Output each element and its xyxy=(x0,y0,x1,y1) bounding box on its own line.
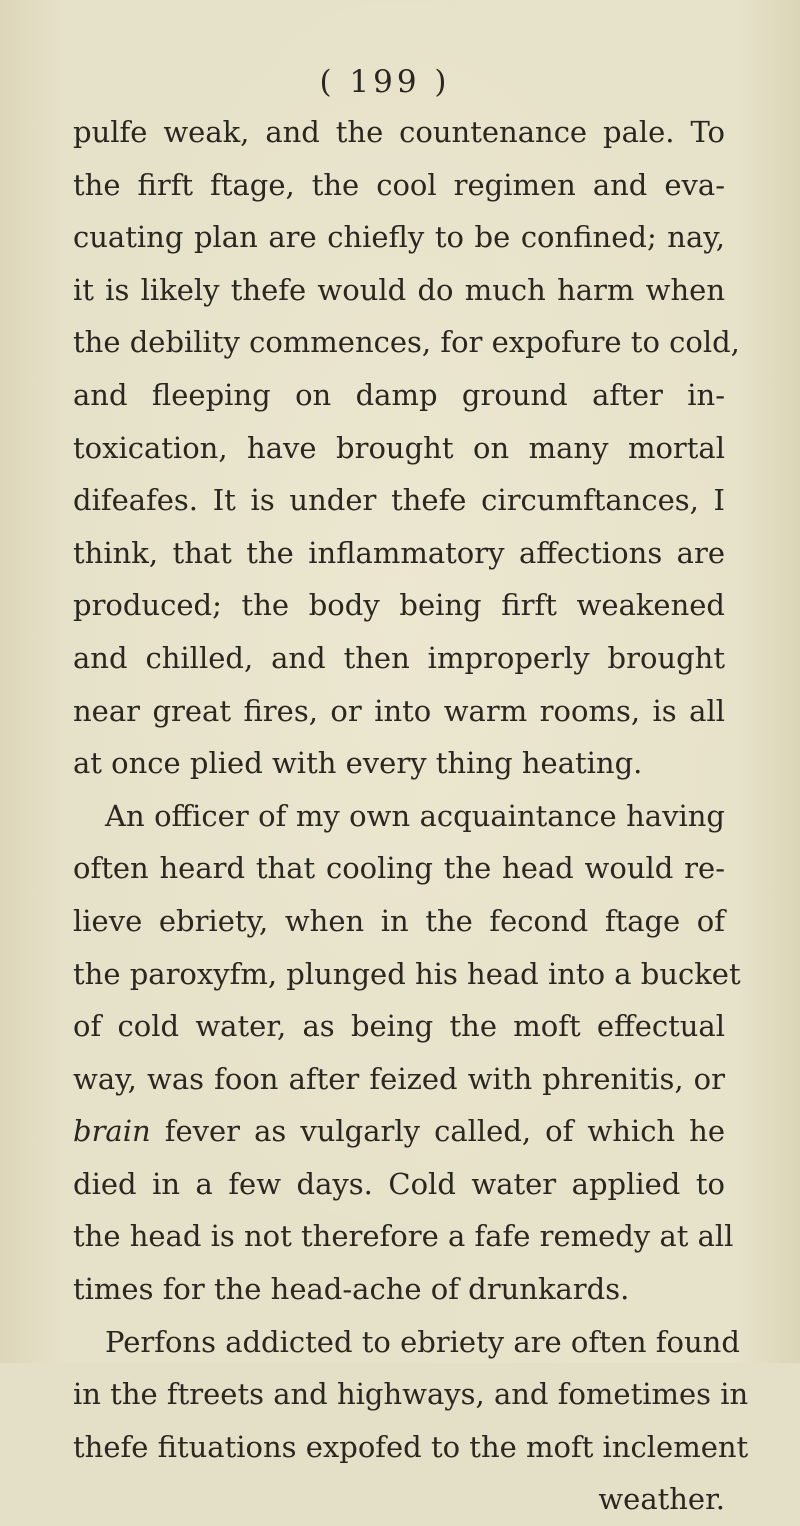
text-line: way, was foon after feized with phrenitis, or xyxy=(73,1061,725,1096)
text-line-remainder: fever as vulgarly called, of which he xyxy=(164,1114,726,1149)
text-line: cuating plan are chiefly to be confined; nay, xyxy=(73,220,725,255)
text-line: died in a few days. Cold water applied to xyxy=(73,1166,725,1201)
text-line: of cold water, as being the moft effectual xyxy=(73,1009,725,1044)
text-line: it is likely thefe would do much harm when xyxy=(73,272,725,307)
text-line: the head is not therefore a fafe remedy at all xyxy=(73,1219,734,1254)
body-text xyxy=(73,106,749,1526)
page-number: ( 199 ) xyxy=(319,64,451,100)
text-line: difeafes. It is under thefe circumftances, I xyxy=(73,483,725,518)
text-line: near great fires, or into warm rooms, is all xyxy=(73,693,725,728)
text-line: think, that the inflammatory affections are xyxy=(73,535,725,570)
text-line-with-italic xyxy=(73,1105,725,1158)
italic-term: brain xyxy=(73,1114,151,1149)
catchword: weather. xyxy=(598,1482,725,1517)
text-line: produced; the body being firft weakened xyxy=(73,588,725,623)
text-line: thefe fituations expofed to the moft inclement xyxy=(73,1429,749,1464)
text-line: the debility commences, for expofure to cold, xyxy=(73,325,740,360)
text-line: toxication, have brought on many mortal xyxy=(73,430,725,465)
paragraph-start-line: Perfons addicted to ebriety are often found xyxy=(105,1324,740,1359)
text-line: and chilled, and then improperly brought xyxy=(73,640,725,675)
text-line: and fleeping on damp ground after in- xyxy=(73,377,725,412)
text-line: in the ftreets and highways, and fometimes in xyxy=(73,1377,749,1412)
text-line: lieve ebriety, when in the fecond ftage of xyxy=(73,903,725,938)
text-line: the firft ftage, the cool regimen and eva- xyxy=(73,167,725,202)
text-line: often heard that cooling the head would re- xyxy=(73,851,725,886)
paragraph-end-line: times for the head-ache of drunkards. xyxy=(73,1272,630,1307)
text-line: pulfe weak, and the countenance pale. To xyxy=(73,115,725,149)
paragraph-end-line: at once plied with every thing heating. xyxy=(73,746,643,781)
paragraph-start-line: An officer of my own acquaintance having xyxy=(105,798,725,833)
text-line: the paroxyfm, plunged his head into a bucket xyxy=(73,956,741,991)
